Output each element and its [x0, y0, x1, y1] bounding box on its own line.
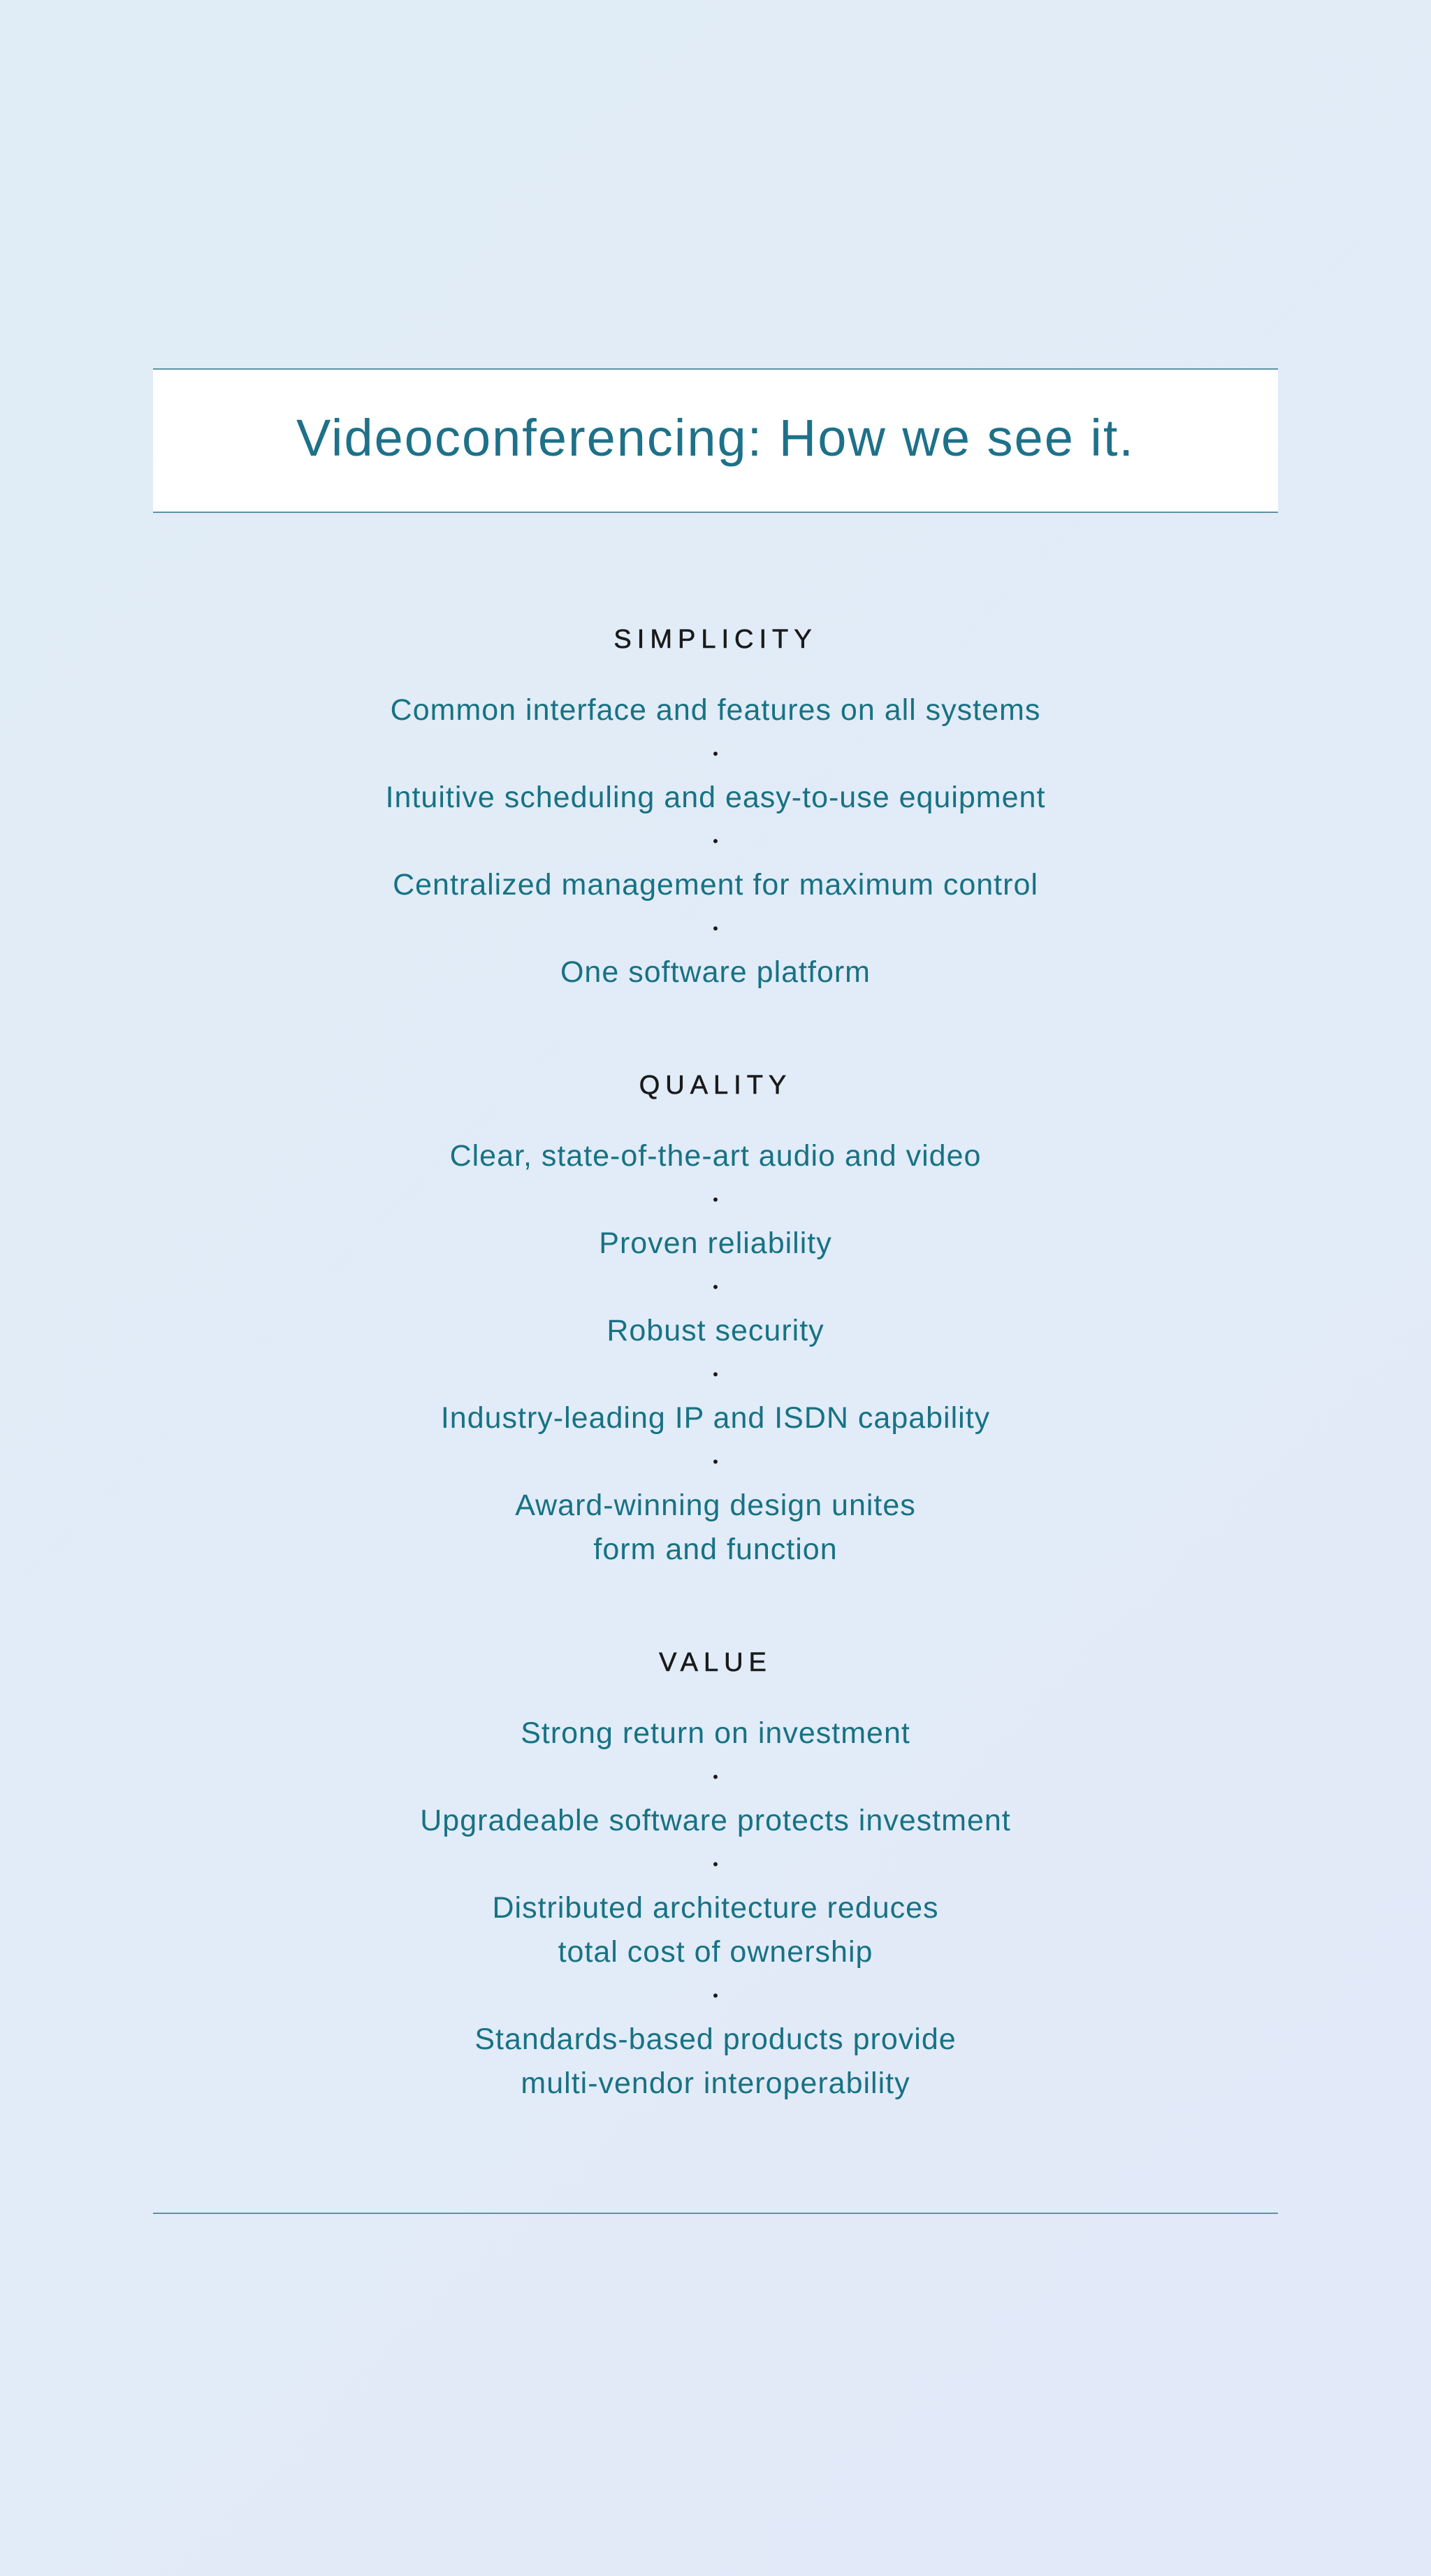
list-item: Strong return on investment — [521, 1716, 910, 1750]
bullet-separator: • — [713, 1278, 718, 1296]
list-item: Standards-based products provide multi-vendor interoperability — [474, 2023, 957, 2100]
list-item: Distributed architecture reduces total cost of ownership — [492, 1891, 939, 1969]
list-item: Clear, state-of-the-art audio and video — [449, 1139, 982, 1173]
bullet-separator: • — [713, 1191, 718, 1208]
list-item: Upgradeable software protects investment — [420, 1804, 1011, 1837]
bullet-separator: • — [713, 1987, 718, 2004]
bullet-separator: • — [713, 832, 718, 850]
section-quality — [0, 1072, 1431, 1572]
bullet-separator: • — [713, 920, 718, 937]
list-item: Industry-leading IP and ISDN capability — [440, 1401, 991, 1435]
feature-list — [0, 1712, 1431, 2106]
bullet-separator: • — [713, 1453, 718, 1470]
list-item: One software platform — [560, 955, 871, 989]
list-item: Robust security — [606, 1314, 825, 1347]
list-item: Award-winning design unites form and function — [515, 1489, 916, 1566]
section-heading: SIMPLICITY — [613, 625, 818, 654]
list-item: Common interface and features on all systems — [390, 693, 1041, 727]
feature-list — [0, 688, 1431, 994]
list-item: Centralized management for maximum control — [393, 868, 1038, 902]
section-value — [0, 1649, 1431, 2106]
section-heading: VALUE — [659, 1648, 772, 1677]
bullet-separator: • — [713, 745, 718, 762]
title-band — [153, 368, 1278, 513]
bullet-separator: • — [713, 1768, 718, 1786]
feature-list — [0, 1134, 1431, 1572]
list-item: Intuitive scheduling and easy-to-use equipment — [385, 781, 1046, 814]
bullet-separator: • — [713, 1366, 718, 1383]
section-heading: QUALITY — [639, 1071, 792, 1100]
bullet-separator: • — [713, 1855, 718, 1873]
list-item: Proven reliability — [599, 1227, 832, 1260]
section-simplicity — [0, 626, 1431, 994]
page-title: Videoconferencing: How we see it. — [296, 409, 1135, 467]
bottom-divider — [153, 2213, 1278, 2214]
